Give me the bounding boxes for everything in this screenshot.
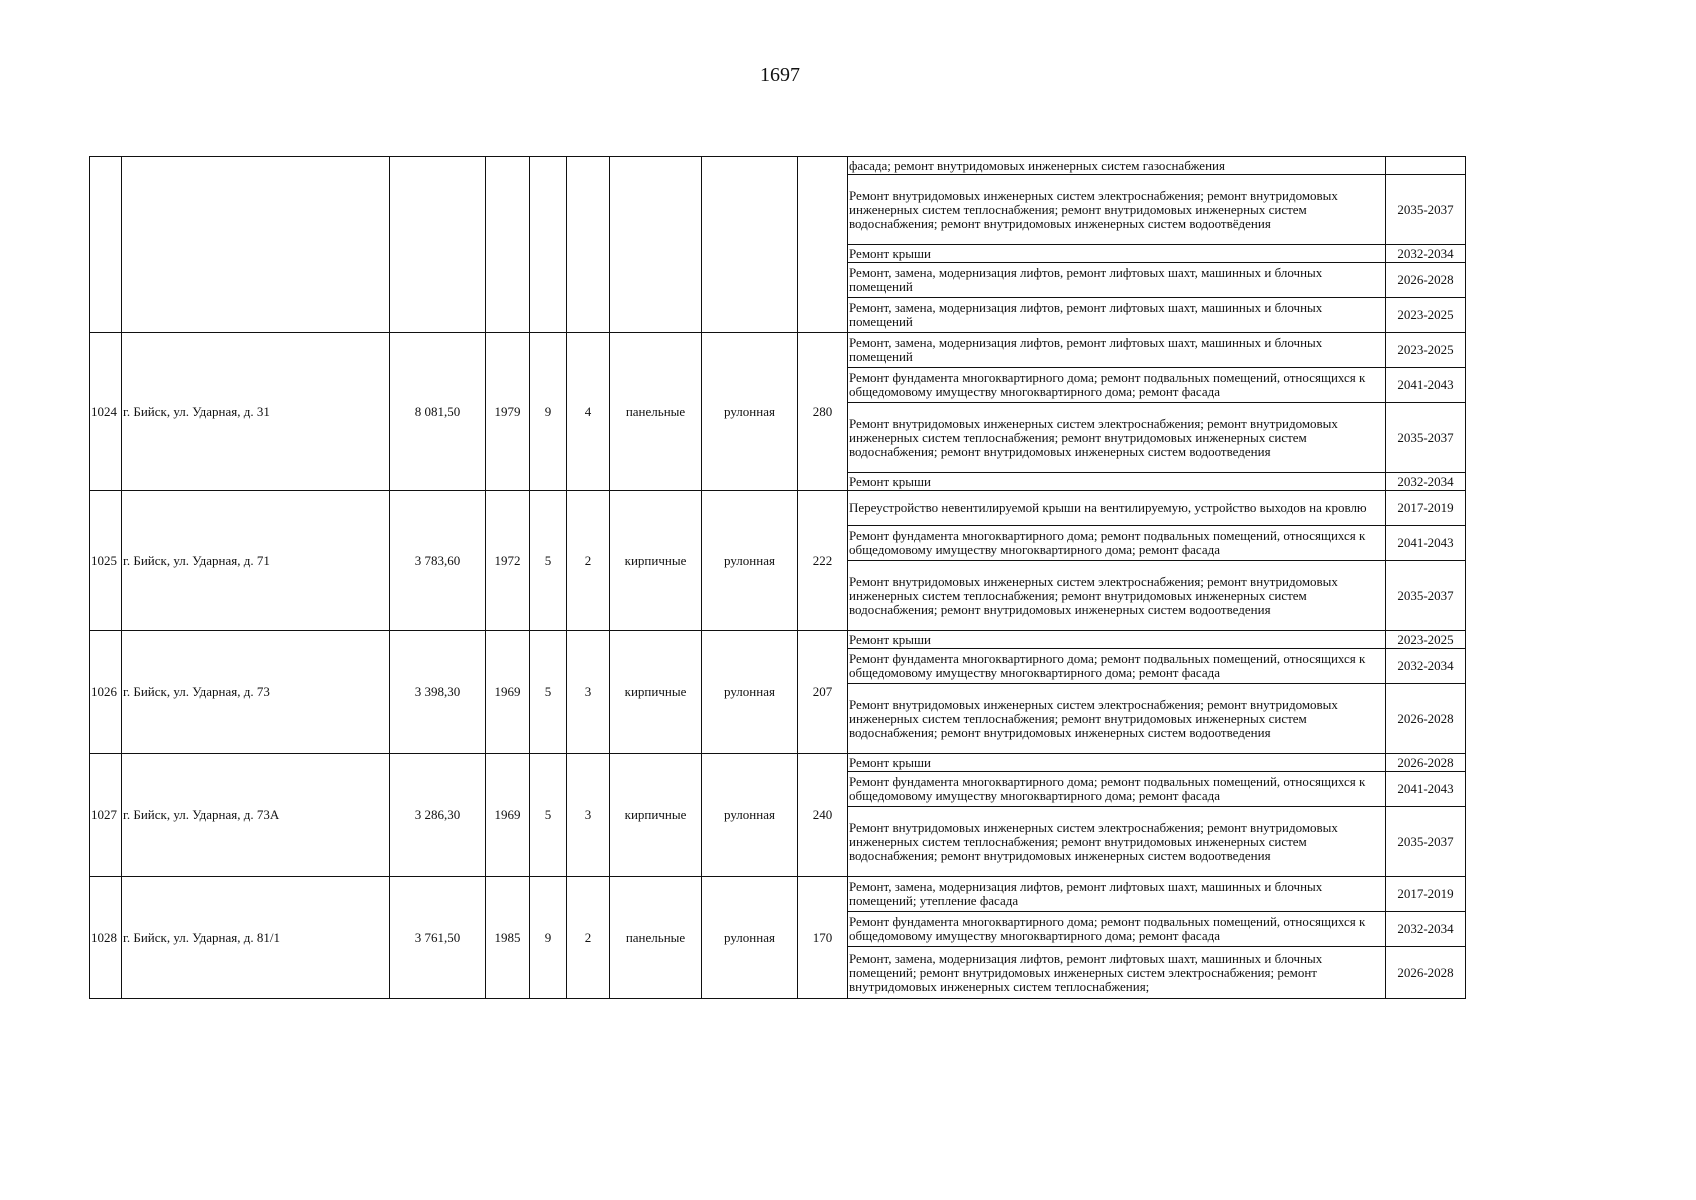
house-roof <box>702 157 798 333</box>
house-area: 3 761,50 <box>390 877 486 999</box>
house-number <box>90 157 122 333</box>
house-walls: панельные <box>610 333 702 491</box>
house-year <box>486 157 530 333</box>
work-description: Переустройство невентилируемой крыши на вентилируемую, устройство выходов на кровлю <box>848 491 1386 526</box>
work-period: 2035-2037 <box>1386 403 1466 473</box>
work-description: Ремонт, замена, модернизация лифтов, ремонт лифтовых шахт, машинных и блочных помещений <box>848 298 1386 333</box>
work-period: 2026-2028 <box>1386 263 1466 298</box>
house-number: 1025 <box>90 491 122 631</box>
work-period: 2035-2037 <box>1386 561 1466 631</box>
work-period: 2017-2019 <box>1386 491 1466 526</box>
house-area <box>390 157 486 333</box>
work-period: 2041-2043 <box>1386 772 1466 807</box>
work-period: 2023-2025 <box>1386 631 1466 649</box>
house-year: 1979 <box>486 333 530 491</box>
house-number: 1024 <box>90 333 122 491</box>
work-period: 2032-2034 <box>1386 245 1466 263</box>
work-description: Ремонт внутридомовых инженерных систем электроснабжения; ремонт внутридомовых инженерных систем теплоснабжения; ремонт внутридомовых инженерных систем водоснабжения; ремонт внутридомовых инженерных систем водоотведения <box>848 684 1386 754</box>
house-walls: кирпичные <box>610 491 702 631</box>
work-description: Ремонт фундамента многоквартирного дома; ремонт подвальных помещений, относящихся к общедомовому имуществу многоквартирного дома; ремонт фасада <box>848 649 1386 684</box>
house-roof: рулонная <box>702 491 798 631</box>
house-entrances: 3 <box>567 754 610 877</box>
table-row <box>90 491 1466 526</box>
house-floors <box>530 157 567 333</box>
house-address: г. Бийск, ул. Ударная, д. 73 <box>122 631 390 754</box>
work-description: Ремонт крыши <box>848 473 1386 491</box>
work-description: Ремонт фундамента многоквартирного дома; ремонт подвальных помещений, относящихся к общедомовому имуществу многоквартирного дома; ремонт фасада <box>848 526 1386 561</box>
house-area: 3 783,60 <box>390 491 486 631</box>
house-residents: 222 <box>798 491 848 631</box>
work-period: 2041-2043 <box>1386 526 1466 561</box>
work-period: 2023-2025 <box>1386 298 1466 333</box>
house-floors: 5 <box>530 631 567 754</box>
work-period: 2032-2034 <box>1386 649 1466 684</box>
house-address: г. Бийск, ул. Ударная, д. 73А <box>122 754 390 877</box>
work-description: Ремонт внутридомовых инженерных систем электроснабжения; ремонт внутридомовых инженерных систем теплоснабжения; ремонт внутридомовых инженерных систем водоснабжения; ремонт внутридомовых инженерных систем водоотведения <box>848 561 1386 631</box>
house-roof: рулонная <box>702 754 798 877</box>
work-period: 2035-2037 <box>1386 807 1466 877</box>
house-residents <box>798 157 848 333</box>
table-row <box>90 754 1466 772</box>
house-entrances: 2 <box>567 491 610 631</box>
house-roof: рулонная <box>702 333 798 491</box>
table-row <box>90 157 1466 175</box>
work-period: 2032-2034 <box>1386 912 1466 947</box>
house-roof: рулонная <box>702 631 798 754</box>
house-address: г. Бийск, ул. Ударная, д. 31 <box>122 333 390 491</box>
house-entrances: 2 <box>567 877 610 999</box>
house-address: г. Бийск, ул. Ударная, д. 71 <box>122 491 390 631</box>
table-row <box>90 631 1466 649</box>
house-walls: панельные <box>610 877 702 999</box>
table-row <box>90 333 1466 368</box>
work-description: Ремонт внутридомовых инженерных систем электроснабжения; ремонт внутридомовых инженерных систем теплоснабжения; ремонт внутридомовых инженерных систем водоснабжения; ремонт внутридомовых инженерных систем водоотведения <box>848 807 1386 877</box>
house-number: 1027 <box>90 754 122 877</box>
house-address: г. Бийск, ул. Ударная, д. 81/1 <box>122 877 390 999</box>
house-residents: 170 <box>798 877 848 999</box>
work-description: Ремонт, замена, модернизация лифтов, ремонт лифтовых шахт, машинных и блочных помещений; ремонт внутридомовых инженерных систем электроснабжения; ремонт внутридомовых инженерных систем теплоснабжения; <box>848 947 1386 999</box>
house-number: 1026 <box>90 631 122 754</box>
page-number: 1697 <box>760 64 800 86</box>
work-description: Ремонт внутридомовых инженерных систем электроснабжения; ремонт внутридомовых инженерных систем теплоснабжения; ремонт внутридомовых инженерных систем водоснабжения; ремонт внутридомовых инженерных систем водоотвёдения <box>848 175 1386 245</box>
house-floors: 5 <box>530 491 567 631</box>
house-area: 3 398,30 <box>390 631 486 754</box>
house-entrances: 3 <box>567 631 610 754</box>
work-description: Ремонт фундамента многоквартирного дома; ремонт подвальных помещений, относящихся к общедомовому имуществу многоквартирного дома; ремонт фасада <box>848 368 1386 403</box>
house-entrances <box>567 157 610 333</box>
work-period: 2023-2025 <box>1386 333 1466 368</box>
house-entrances: 4 <box>567 333 610 491</box>
house-year: 1969 <box>486 631 530 754</box>
repair-program-table <box>89 156 1466 999</box>
work-description: фасада; ремонт внутридомовых инженерных систем газоснабжения <box>848 157 1386 175</box>
house-residents: 280 <box>798 333 848 491</box>
house-year: 1972 <box>486 491 530 631</box>
work-description: Ремонт крыши <box>848 245 1386 263</box>
work-period: 2017-2019 <box>1386 877 1466 912</box>
house-walls <box>610 157 702 333</box>
house-residents: 207 <box>798 631 848 754</box>
work-period: 2032-2034 <box>1386 473 1466 491</box>
work-period: 2026-2028 <box>1386 684 1466 754</box>
house-address <box>122 157 390 333</box>
work-period: 2041-2043 <box>1386 368 1466 403</box>
work-description: Ремонт, замена, модернизация лифтов, ремонт лифтовых шахт, машинных и блочных помещений <box>848 333 1386 368</box>
work-description: Ремонт, замена, модернизация лифтов, ремонт лифтовых шахт, машинных и блочных помещений; утепление фасада <box>848 877 1386 912</box>
house-walls: кирпичные <box>610 754 702 877</box>
house-residents: 240 <box>798 754 848 877</box>
house-floors: 9 <box>530 333 567 491</box>
table-row <box>90 877 1466 912</box>
work-description: Ремонт фундамента многоквартирного дома; ремонт подвальных помещений, относящихся к общедомовому имуществу многоквартирного дома; ремонт фасада <box>848 772 1386 807</box>
house-roof: рулонная <box>702 877 798 999</box>
work-description: Ремонт крыши <box>848 631 1386 649</box>
house-number: 1028 <box>90 877 122 999</box>
work-period: 2026-2028 <box>1386 754 1466 772</box>
house-area: 3 286,30 <box>390 754 486 877</box>
house-walls: кирпичные <box>610 631 702 754</box>
work-description: Ремонт крыши <box>848 754 1386 772</box>
house-year: 1969 <box>486 754 530 877</box>
house-area: 8 081,50 <box>390 333 486 491</box>
house-floors: 9 <box>530 877 567 999</box>
work-period: 2026-2028 <box>1386 947 1466 999</box>
work-period <box>1386 157 1466 175</box>
work-description: Ремонт, замена, модернизация лифтов, ремонт лифтовых шахт, машинных и блочных помещений <box>848 263 1386 298</box>
work-description: Ремонт внутридомовых инженерных систем электроснабжения; ремонт внутридомовых инженерных систем теплоснабжения; ремонт внутридомовых инженерных систем водоснабжения; ремонт внутридомовых инженерных систем водоотведения <box>848 403 1386 473</box>
house-floors: 5 <box>530 754 567 877</box>
work-description: Ремонт фундамента многоквартирного дома; ремонт подвальных помещений, относящихся к общедомовому имуществу многоквартирного дома; ремонт фасада <box>848 912 1386 947</box>
house-year: 1985 <box>486 877 530 999</box>
work-period: 2035-2037 <box>1386 175 1466 245</box>
